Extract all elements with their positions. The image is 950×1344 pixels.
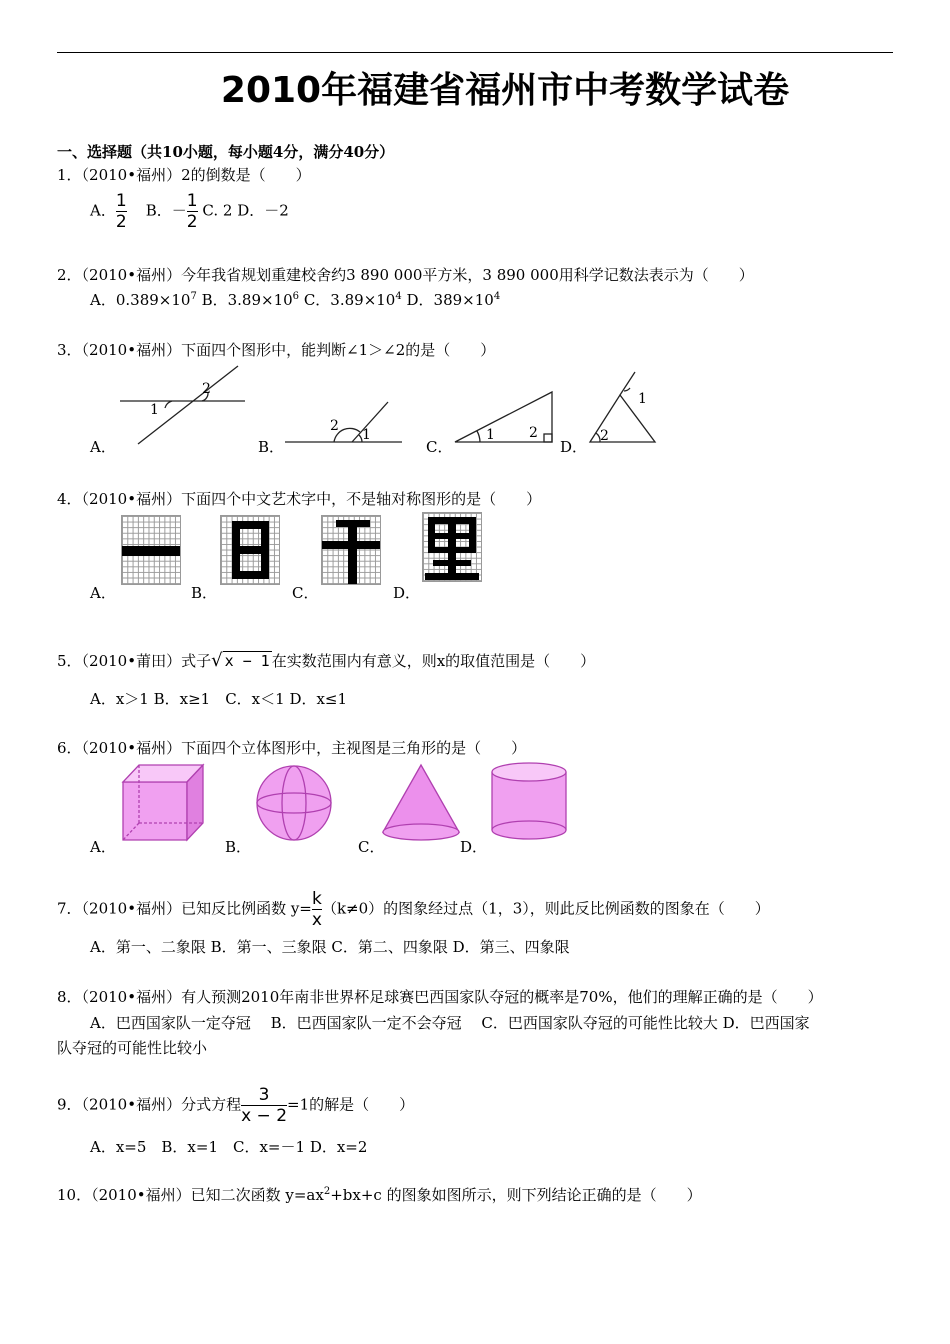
angle-label-1: 1 — [638, 391, 647, 407]
angle-label-2: 2 — [529, 425, 538, 441]
q3-label-a: A． — [90, 438, 116, 456]
q4-label-b: B． — [191, 584, 218, 602]
q4-label-a: A． — [90, 584, 116, 602]
section-heading: 一、选择题（共10小题，每小题4分，满分40分） — [57, 143, 395, 161]
question-2-stem: 2．（2010•福州）今年我省规划重建校舍约3 890 000平方米，3 890 000用科学记数法表示为（ ） — [57, 266, 754, 284]
option-a-label: A． — [90, 201, 116, 220]
option-b-label: B． — [145, 201, 172, 220]
q3-label-d: D． — [560, 438, 588, 456]
q6-label-b: B． — [225, 838, 252, 856]
question-4-stem: 4．（2010•福州）下面四个中文艺术字中，不是轴对称图形的是（ ） — [57, 490, 542, 508]
angle-label-2: 2 — [202, 381, 211, 397]
fraction: $\frac{3}{x - 2}$ — [241, 1085, 288, 1126]
option-cd: C. 2 D．－2 — [202, 201, 289, 220]
q4-label-c: C． — [292, 584, 319, 602]
question-1-stem: 1．（2010•福州）2的倒数是（ ） — [57, 166, 311, 184]
angle-label-1: 1 — [150, 402, 159, 418]
fraction: $\frac{1}{2}$ — [186, 191, 198, 232]
question-7-stem: 7．（2010•福州）已知反比例函数 y= $\frac{k}{x}$ （k≠0）的图象经过点（1，3），则此反比例函数的图象在（ ） — [57, 889, 770, 930]
question-8-options-cont: 队夺冠的可能性比较小 — [57, 1039, 208, 1057]
question-5-stem: 5．（2010•莆田）式子√ x − 1 在实数范围内有意义，则x的取值范围是（ ） — [57, 650, 596, 671]
page-title: 2010年福建省福州市中考数学试卷 — [220, 70, 790, 111]
angle-label-2: 2 — [330, 418, 339, 434]
q4-label-d: D． — [393, 584, 421, 602]
fraction: $\frac{1}{2}$ — [115, 191, 127, 232]
question-9-options: A．x=5 B．x=1 C．x=－1 D．x=2 — [90, 1138, 368, 1156]
question-10-stem: 10．（2010•福州）已知二次函数 $y=ax^2+bx+c$ 的图象如图所示，则下列结论正确的是（ ） — [57, 1186, 702, 1204]
question-1-options: A． $\frac{1}{2}$ B．－ $\frac{1}{2}$ C. 2 D．－2 — [90, 191, 289, 232]
top-rule — [57, 52, 893, 53]
question-7-options: A．第一、二象限 B．第一、三象限 C．第二、四象限 D．第三、四象限 — [90, 938, 570, 956]
radicand: x − 1 — [224, 652, 270, 670]
solid-figures — [115, 760, 575, 845]
question-3-stem: 3．（2010•福州）下面四个图形中，能判断∠1＞∠2的是（ ） — [57, 341, 496, 359]
glyph-grid-yi — [121, 515, 181, 585]
question-9-stem: 9．（2010•福州）分式方程 $\frac{3}{x - 2}$ =1的解是（ ） — [57, 1085, 415, 1126]
question-6-stem: 6．（2010•福州）下面四个立体图形中，主视图是三角形的是（ ） — [57, 739, 527, 757]
q3-label-c: C． — [426, 438, 453, 456]
glyph-grid-li — [422, 512, 482, 582]
question-2-options: A．$0.389\times 10^7$ B．$3.89\times 10^6$ C．$3.89\times 10^4$ D．$389\times 10^4$ — [90, 291, 501, 309]
angle-label-1: 1 — [486, 427, 495, 443]
q6-label-c: C． — [358, 838, 385, 856]
question-8-stem: 8．（2010•福州）有人预测2010年南非世界杯足球赛巴西国家队夺冠的概率是70%，他们的理解正确的是（ ） — [57, 988, 823, 1006]
q6-label-d: D． — [460, 838, 488, 856]
q3-label-b: B． — [258, 438, 285, 456]
glyph-grid-ri — [220, 515, 280, 585]
angle-label-2: 2 — [600, 428, 609, 444]
glyph-grid-qian — [321, 515, 381, 585]
question-5-options: A．x＞1 B．x≥1 C．x＜1 D．x≤1 — [90, 690, 348, 708]
fraction: $\frac{k}{x}$ — [311, 889, 322, 930]
q6-label-a: A． — [90, 838, 116, 856]
question-8-options-line: A．巴西国家队一定夺冠 B．巴西国家队一定不会夺冠 C．巴西国家队夺冠的可能性比较大 D．巴西国家 — [90, 1014, 810, 1032]
angle-label-1: 1 — [362, 427, 371, 443]
